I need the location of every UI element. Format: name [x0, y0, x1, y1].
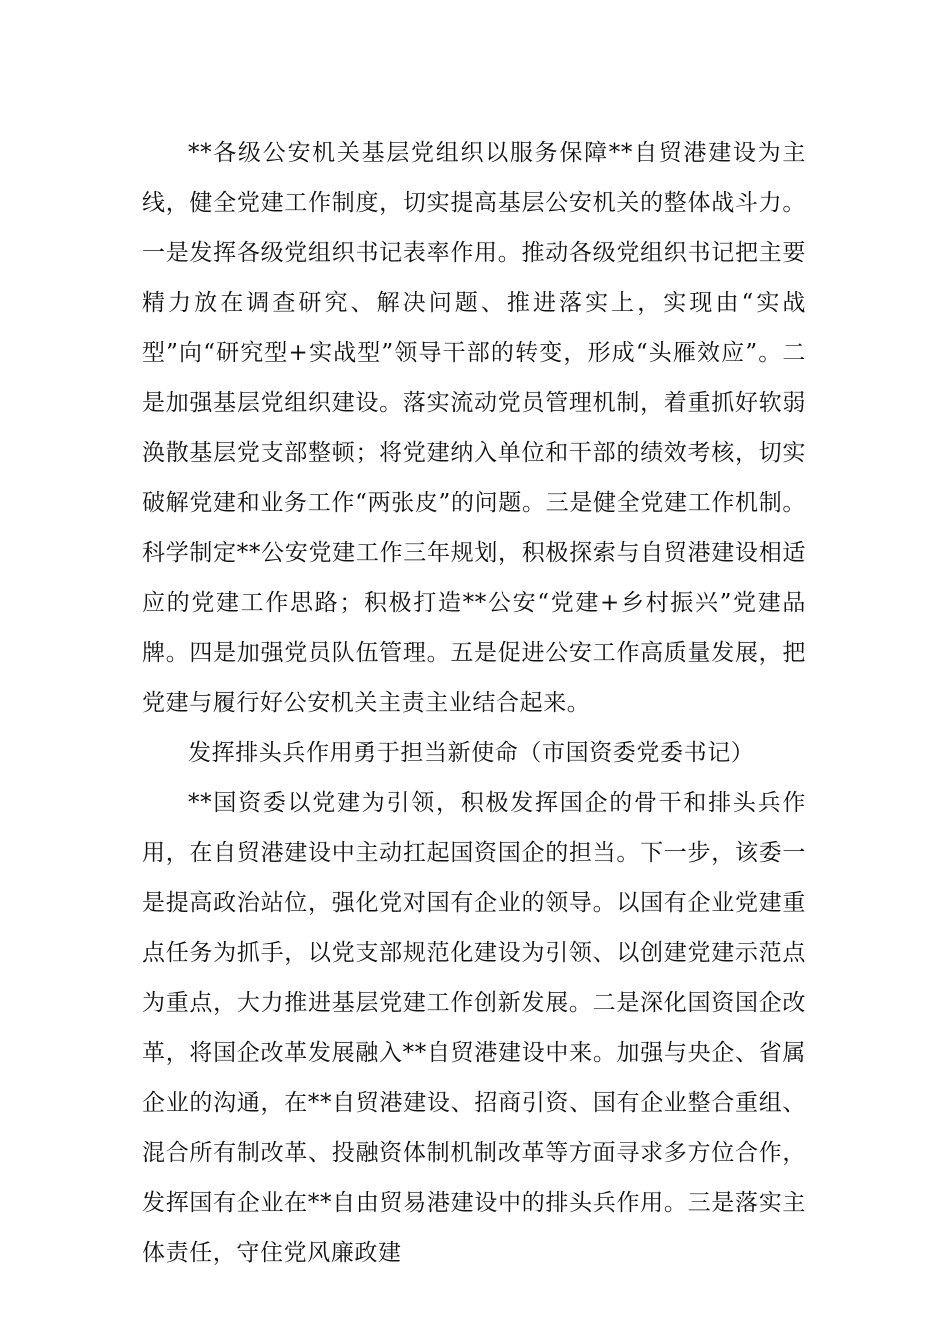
paragraph-state-assets: **国资委以党建为引领，积极发挥国企的骨干和排头兵作用，在自贸港建设中主动扛起国资国企的担当。下一步，该委一是提高政治站位，强化党对国有企业的领导。以国有企业党建重点任务为抓手，以党支部规范化建设为引领、以创建党建示范点为重点，大力推进基层党建工作创新发展。二是深化国资国企改革，将国企改革发展融入**自贸港建设中来。加强与央企、省属企业的沟通，在**自贸港建设、招商引资、国有企业整合重组、混合所有制改革、投融资体制机制改革等方面寻求多方位合作，发挥国有企业在**自由贸易港建设中的排头兵作用。三是落实主体责任，守住党风廉政建: [142, 790, 806, 1266]
paragraph-public-security: **各级公安机关基层党组织以服务保障**自贸港建设为主线，健全党建工作制度，切实提高基层公安机关的整体战斗力。一是发挥各级党组织书记表率作用。推动各级党组织书记把主要精力放在调查研究、解决问题、推进落实上，实现由“实战型”向“研究型+实战型”领导干部的转变，形成“头雁效应”。二是加强基层党组织建设。落实流动党员管理机制，着重抓好软弱涣散基层党支部整顿；将党建纳入单位和干部的绩效考核，切实破解党建和业务工作“两张皮”的问题。三是健全党建工作机制。科学制定**公安党建工作三年规划，积极探索与自贸港建设相适应的党建工作思路；积极打造**公安“党建+乡村振兴”党建品牌。四是加强党员队伍管理。五是促进公安工作高质量发展，把党建与履行好公安机关主责主业结合起来。: [142, 140, 806, 716]
document-body: [142, 128, 806, 1278]
section-heading: 发挥排头兵作用勇于担当新使命（市国资委党委书记）: [188, 740, 755, 766]
